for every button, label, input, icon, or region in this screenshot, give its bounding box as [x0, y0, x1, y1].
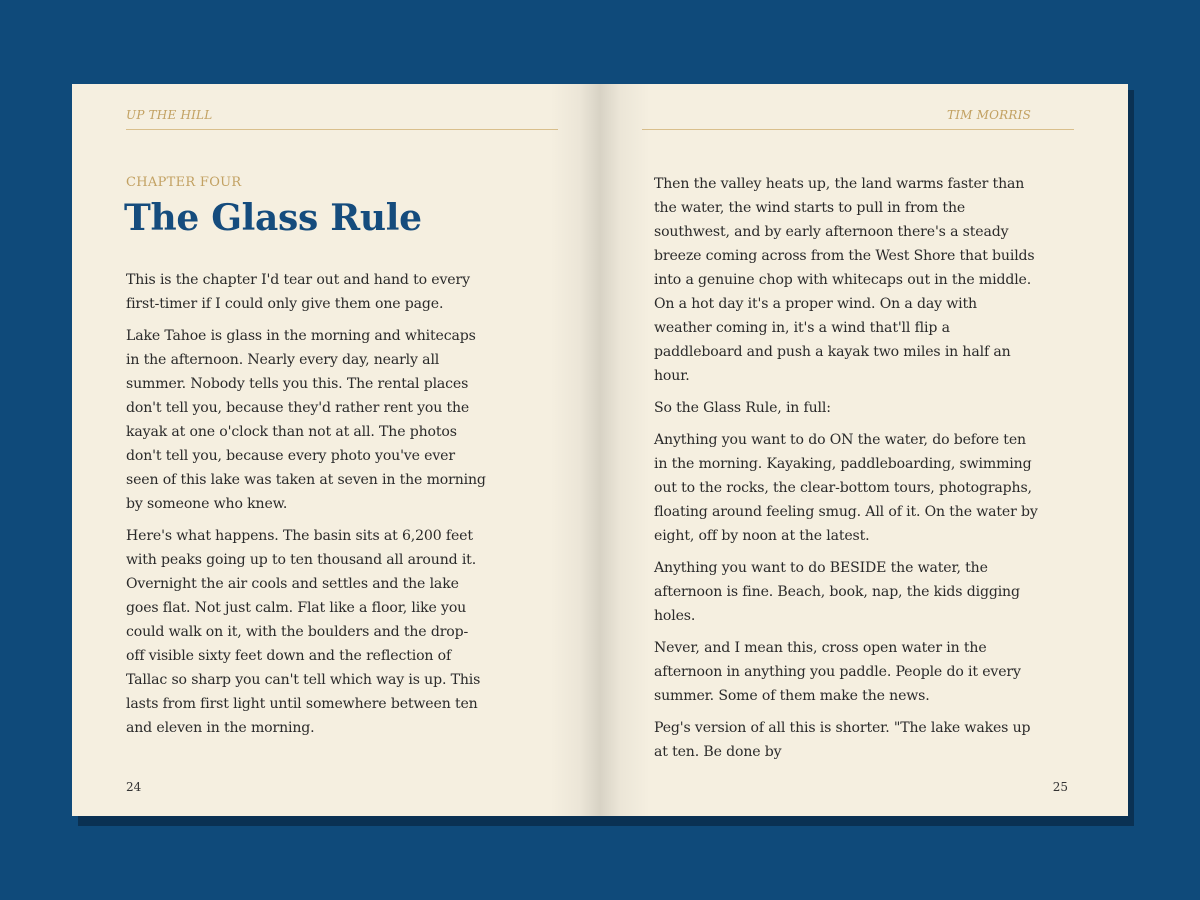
chapter-label: CHAPTER FOUR [126, 175, 242, 190]
running-head-book-title: UP THE HILL [126, 108, 213, 122]
paragraph: So the Glass Rule, in full: [654, 400, 831, 416]
paragraph: This is the chapter I'd tear out and hand to every first-timer if I could only give them one page. [126, 272, 470, 312]
right-body-text [654, 172, 1038, 772]
chapter-title: The Glass Rule [124, 197, 422, 239]
open-book [72, 84, 1128, 816]
paragraph: Anything you want to do ON the water, do before ten in the morning. Kayaking, paddleboarding, swimming out to the rocks, the clear-bottom tours, photographs, floating around feeling smug. All of it. On the water by eight, off by noon at the latest. [654, 432, 1038, 544]
page-number: 24 [126, 780, 142, 794]
paragraph: Peg's version of all this is shorter. "The lake wakes up at ten. Be done by [654, 720, 1031, 760]
left-page [72, 84, 600, 816]
paragraph: Never, and I mean this, cross open water in the afternoon in anything you paddle. People do it every summer. Some of them make the news. [654, 640, 1021, 704]
right-page [600, 84, 1128, 816]
header-rule [642, 129, 1074, 130]
running-head-author: TIM MORRIS [946, 108, 1031, 122]
header-rule [126, 129, 558, 130]
paragraph: Lake Tahoe is glass in the morning and whitecaps in the afternoon. Nearly every day, nearly all summer. Nobody tells you this. The rental places don't tell you, because they'd rather rent you the kayak at one o'clock than not at all. The photos don't tell you, because every photo you've ever seen of this lake was taken at seven in the morning by someone who knew. [126, 328, 486, 512]
page-number: 25 [1052, 780, 1068, 794]
paragraph: Here's what happens. The basin sits at 6,200 feet with peaks going up to ten thousand all around it. Overnight the air cools and settles and the lake goes flat. Not just calm. Flat like a floor, like you could walk on it, with the boulders and the drop-off visible sixty feet down and the reflection of Tallac so sharp you can't tell which way is up. This lasts from first light until somewhere between ten and eleven in the morning. [126, 528, 481, 736]
left-body-text [126, 268, 486, 748]
paragraph: Then the valley heats up, the land warms faster than the water, the wind starts to pull in from the southwest, and by early afternoon there's a steady breeze coming across from the West Shore that builds into a genuine chop with whitecaps out in the middle. On a hot day it's a proper wind. On a day with weather coming in, it's a wind that'll flip a paddleboard and push a kayak two miles in half an hour. [654, 176, 1035, 384]
paragraph: Anything you want to do BESIDE the water, the afternoon is fine. Beach, book, nap, the kids digging holes. [654, 560, 1020, 624]
